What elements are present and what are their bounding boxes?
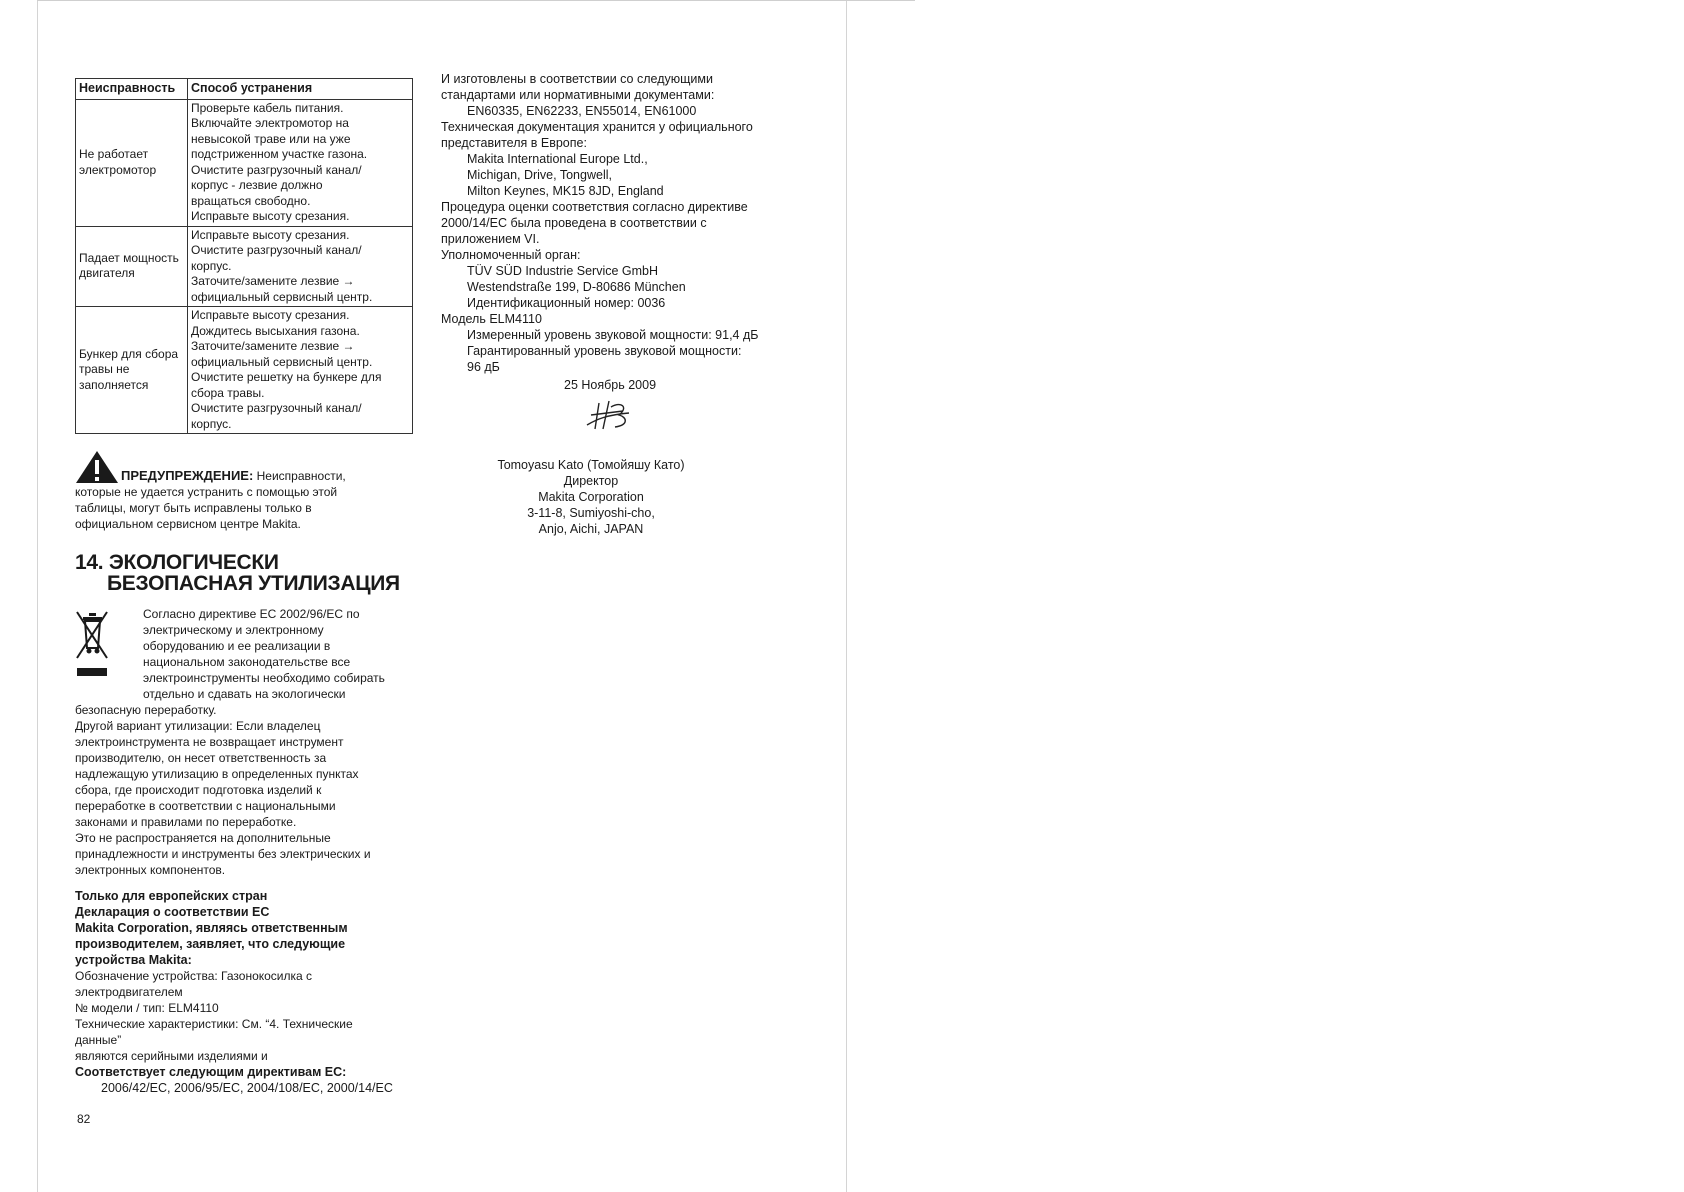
troubleshooting-table xyxy=(75,78,413,434)
remedy-line: сбора травы. xyxy=(191,385,265,400)
signer-title: Директор xyxy=(563,474,619,488)
text-line: электроинструменты необходимо собирать xyxy=(143,671,385,685)
text-line: надлежащую утилизацию в определенных пунктах xyxy=(75,767,359,781)
notified-body-line: Westendstraße 199, D-80686 München xyxy=(467,280,686,294)
text-line: приложением VI. xyxy=(441,232,540,246)
remedy-line: невысокой траве или на уже xyxy=(191,131,351,146)
declaration-date: 25 Ноябрь 2009 xyxy=(564,378,657,392)
table-row xyxy=(76,99,413,226)
text-line: законами и правилами по переработке. xyxy=(75,815,297,829)
signer-address: Anjo, Aichi, JAPAN xyxy=(538,522,644,536)
column-header-remedy: Способ устранения xyxy=(188,79,413,100)
right-column xyxy=(441,71,781,537)
text-line: отдельно и сдавать на экологически xyxy=(143,687,346,701)
remedy-line: корпус. xyxy=(191,416,232,431)
signer-name: Tomoyasu Kato (Томойяшу Като) xyxy=(497,458,685,472)
eu-declaration xyxy=(75,888,415,1096)
warning-title: ПРЕДУПРЕЖДЕНИЕ: xyxy=(121,468,254,483)
remedy-line: Очистите разгрузочный канал/ xyxy=(191,401,362,415)
remedy-line: Очистите решетку на бункере для xyxy=(191,370,382,384)
remedy-line: официальный сервисный центр. xyxy=(191,354,373,369)
section-heading xyxy=(75,552,415,594)
remedy-line: Проверьте кабель питания. xyxy=(191,100,344,115)
table-header-row xyxy=(76,79,413,100)
text-line: безопасную переработку. xyxy=(75,703,217,717)
text-line: Техническая документация хранится у официального xyxy=(441,120,753,134)
remedy-line: вращаться свободно. xyxy=(191,193,311,208)
remedy-line: Заточите/замените лезвие → xyxy=(191,274,355,288)
remedy-line: Очистите разгрузочный канал/ xyxy=(191,162,362,177)
notified-body-line: Идентификационный номер: 0036 xyxy=(467,296,666,310)
eu-bold-line: Только для европейских стран xyxy=(75,889,268,903)
text-line: Процедура оценки соответствия согласно директиве xyxy=(441,200,748,214)
text-line: являются серийными изделиями и xyxy=(75,1049,268,1063)
eu-bold-line: устройства Makita: xyxy=(75,953,192,967)
text-line: электродвигателем xyxy=(75,985,183,999)
remedy-line: Заточите/замените лезвие → xyxy=(191,339,355,353)
remedy-line: Включайте электромотор на xyxy=(191,116,349,130)
text-line: 2000/14/EC была проведена в соответствии с xyxy=(441,216,707,230)
text-line: Технические характеристики: См. “4. Технические xyxy=(75,1017,353,1031)
crossed-out-bin-icon xyxy=(75,610,109,680)
section-title-line2: БЕЗОПАСНАЯ УТИЛИЗАЦИЯ xyxy=(107,572,400,595)
text-line: И изготовлены в соответствии со следующими xyxy=(441,72,713,86)
left-column xyxy=(75,78,415,1096)
sound-line: Измеренный уровень звуковой мощности: 91,4 дБ xyxy=(467,328,759,342)
signature xyxy=(583,399,635,433)
text-line: сбора, где происходит подготовка изделий к xyxy=(75,783,322,797)
text-line: № модели / тип: ELM4110 xyxy=(75,1001,219,1015)
remedy-line: официальный сервисный центр. xyxy=(191,289,373,304)
sound-line: 96 дБ xyxy=(467,360,500,374)
representative-line: Milton Keynes, MK15 8JD, England xyxy=(467,184,664,198)
sound-line: Гарантированный уровень звуковой мощности: xyxy=(467,344,742,358)
remedy-line: Дождитесь высыхания газона. xyxy=(191,323,360,338)
eu-bold-line: Makita Corporation, являясь ответственным xyxy=(75,921,348,935)
warning-triangle-icon xyxy=(75,450,119,484)
warning-first-line xyxy=(75,450,415,484)
text-line: производителю, он несет ответственность за xyxy=(75,751,327,765)
page-number: 82 xyxy=(77,1112,91,1126)
text-line: стандартами или нормативными документами: xyxy=(441,88,715,102)
fault-cell: Падает мощность двигателя xyxy=(76,226,188,307)
warning-line: официальном сервисном центре Makita. xyxy=(75,517,301,531)
fault-cell: Бункер для сбора травы не заполняется xyxy=(76,307,188,434)
warning-line: таблицы, могут быть исправлены только в xyxy=(75,501,312,515)
text-line: электроинструмента не возвращает инструмент xyxy=(75,735,344,749)
text-line: принадлежности и инструменты без электрических и xyxy=(75,847,371,861)
remedy-line: Исправьте высоту срезания. xyxy=(191,209,350,223)
section-title-line1: 14. ЭКОЛОГИЧЕСКИ xyxy=(75,551,279,574)
remedy-line: корпус. xyxy=(191,258,232,273)
signer-address: 3-11-8, Sumiyoshi-cho, xyxy=(527,506,655,520)
weee-block xyxy=(75,606,415,718)
page-top-border xyxy=(37,0,915,1)
text-line: национальном законодательстве все xyxy=(143,655,351,669)
notified-body-line: TÜV SÜD Industrie Service GmbH xyxy=(467,264,659,278)
table-row xyxy=(76,307,413,434)
eu-bold-line: Декларация о соответствии ЕС xyxy=(75,905,270,919)
standards-list: EN60335, EN62233, EN55014, EN61000 xyxy=(467,104,697,118)
eu-bold-line: производителем, заявляет, что следующие xyxy=(75,937,346,951)
signer-block xyxy=(441,457,741,537)
text-line: оборудованию и ее реализации в xyxy=(143,639,331,653)
warning-note xyxy=(75,450,415,532)
text-line: электронных компонентов. xyxy=(75,863,226,877)
remedy-line: Очистите разгрузочный канал/ xyxy=(191,243,362,257)
weee-text xyxy=(75,606,415,702)
text-line: Это не распространяется на дополнительные xyxy=(75,831,331,845)
representative-line: Makita International Europe Ltd., xyxy=(467,152,648,166)
disposal-paragraph xyxy=(75,718,415,878)
text-line: представителя в Европе: xyxy=(441,136,587,150)
column-header-fault: Неисправность xyxy=(76,79,188,100)
notified-body-title: Уполномоченный орган: xyxy=(441,248,581,262)
text-line: Другой вариант утилизации: Если владелец xyxy=(75,719,321,733)
directives-list: 2006/42/EC, 2006/95/EC, 2004/108/EC, 2000/14/EC xyxy=(101,1081,393,1095)
remedy-line: Исправьте высоту срезания. xyxy=(191,227,350,242)
text-line: Согласно директиве ЕС 2002/96/ЕС по xyxy=(143,607,360,621)
fault-cell: Не работает электромотор xyxy=(76,99,188,226)
warning-lead: Неисправности, xyxy=(253,469,346,483)
table-row xyxy=(76,226,413,307)
representative-line: Michigan, Drive, Tongwell, xyxy=(467,168,612,182)
remedy-line: корпус - лезвие должно xyxy=(191,178,323,192)
remedy-cell xyxy=(188,307,413,434)
directives-title: Соответствует следующим директивам ЕС: xyxy=(75,1065,347,1079)
remedy-line: подстриженном участке газона. xyxy=(191,147,368,161)
text-line: переработке в соответствии с национальными xyxy=(75,799,336,813)
text-line: данные” xyxy=(75,1033,122,1047)
warning-line: которые не удается устранить с помощью этой xyxy=(75,485,338,499)
remedy-line: Исправьте высоту срезания. xyxy=(191,308,350,322)
remedy-cell xyxy=(188,226,413,307)
signer-company: Makita Corporation xyxy=(538,490,644,504)
model-line: Модель ELM4110 xyxy=(441,312,542,326)
text-line: электрическому и электронному xyxy=(143,623,324,637)
text-line: Обозначение устройства: Газонокосилка с xyxy=(75,969,313,983)
remedy-cell xyxy=(188,99,413,226)
